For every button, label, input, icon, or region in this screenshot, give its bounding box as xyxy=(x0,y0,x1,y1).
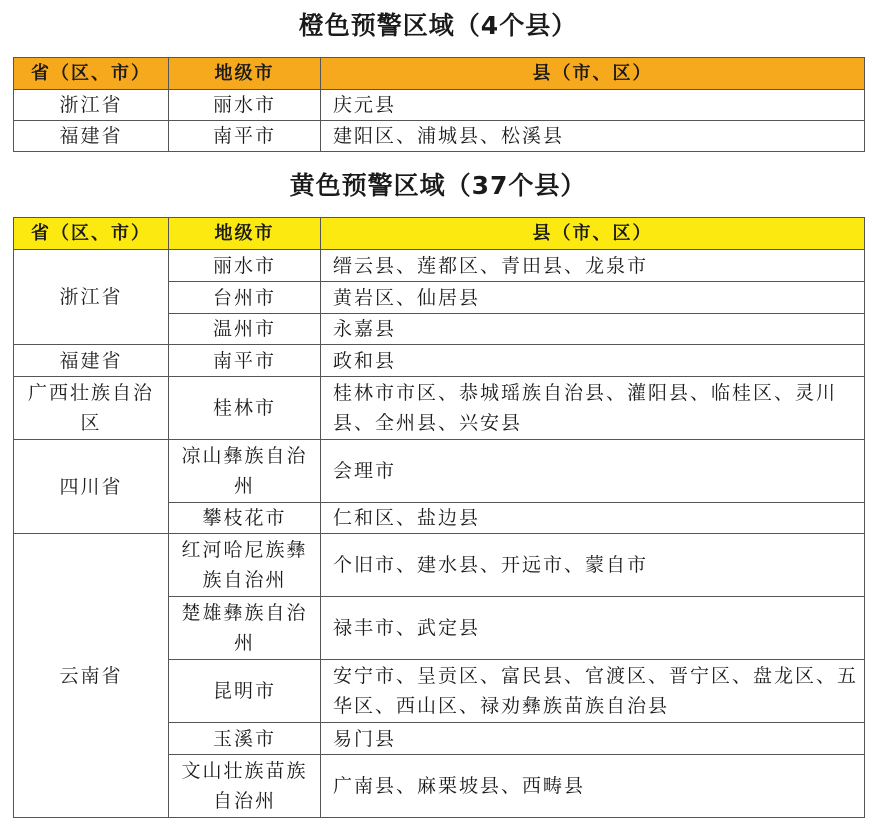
orange-warning-table xyxy=(13,57,865,152)
city-cell: 温州市 xyxy=(169,314,321,345)
table-header-row xyxy=(14,218,865,250)
table-row xyxy=(14,90,865,121)
header-county: 县（市、区） xyxy=(321,58,865,90)
city-cell: 丽水市 xyxy=(169,250,321,282)
city-cell: 凉山彝族自治州 xyxy=(169,440,321,503)
table-row xyxy=(14,534,865,597)
county-cell: 缙云县、莲都区、青田县、龙泉市 xyxy=(321,250,865,282)
city-cell: 玉溪市 xyxy=(169,723,321,755)
county-cell: 安宁市、呈贡区、富民县、官渡区、晋宁区、盘龙区、五华区、西山区、禄劝彝族苗族自治县 xyxy=(321,660,865,723)
province-cell: 云南省 xyxy=(14,534,169,818)
county-cell: 桂林市市区、恭城瑶族自治县、灌阳县、临桂区、灵川县、全州县、兴安县 xyxy=(321,377,865,440)
header-province: 省（区、市） xyxy=(14,218,169,250)
county-cell: 黄岩区、仙居县 xyxy=(321,282,865,314)
province-cell: 福建省 xyxy=(14,121,169,152)
county-cell: 仁和区、盐边县 xyxy=(321,503,865,534)
county-cell: 禄丰市、武定县 xyxy=(321,597,865,660)
county-cell: 会理市 xyxy=(321,440,865,503)
header-province: 省（区、市） xyxy=(14,58,169,90)
county-cell: 个旧市、建水县、开远市、蒙自市 xyxy=(321,534,865,597)
county-cell: 庆元县 xyxy=(321,90,865,121)
city-cell: 南平市 xyxy=(169,121,321,152)
county-cell: 易门县 xyxy=(321,723,865,755)
yellow-warning-table xyxy=(13,217,865,818)
city-cell: 昆明市 xyxy=(169,660,321,723)
city-cell: 攀枝花市 xyxy=(169,503,321,534)
county-cell: 永嘉县 xyxy=(321,314,865,345)
province-cell: 浙江省 xyxy=(14,250,169,345)
city-cell: 台州市 xyxy=(169,282,321,314)
table-row xyxy=(14,250,865,282)
orange-warning-title: 橙色预警区域（4个县） xyxy=(298,11,578,40)
table-row xyxy=(14,345,865,377)
county-cell: 政和县 xyxy=(321,345,865,377)
table-header-row xyxy=(14,58,865,90)
city-cell: 红河哈尼族彝族自治州 xyxy=(169,534,321,597)
province-cell: 四川省 xyxy=(14,440,169,534)
yellow-warning-title: 黄色预警区域（37个县） xyxy=(289,171,587,200)
table-row xyxy=(14,440,865,503)
city-cell: 南平市 xyxy=(169,345,321,377)
city-cell: 文山壮族苗族自治州 xyxy=(169,755,321,818)
table-row xyxy=(14,121,865,152)
header-county: 县（市、区） xyxy=(321,218,865,250)
city-cell: 楚雄彝族自治州 xyxy=(169,597,321,660)
province-cell: 福建省 xyxy=(14,345,169,377)
city-cell: 丽水市 xyxy=(169,90,321,121)
province-cell: 浙江省 xyxy=(14,90,169,121)
county-cell: 建阳区、浦城县、松溪县 xyxy=(321,121,865,152)
county-cell: 广南县、麻栗坡县、西畴县 xyxy=(321,755,865,818)
city-cell: 桂林市 xyxy=(169,377,321,440)
table-row xyxy=(14,377,865,440)
header-city: 地级市 xyxy=(169,58,321,90)
province-cell: 广西壮族自治区 xyxy=(14,377,169,440)
header-city: 地级市 xyxy=(169,218,321,250)
